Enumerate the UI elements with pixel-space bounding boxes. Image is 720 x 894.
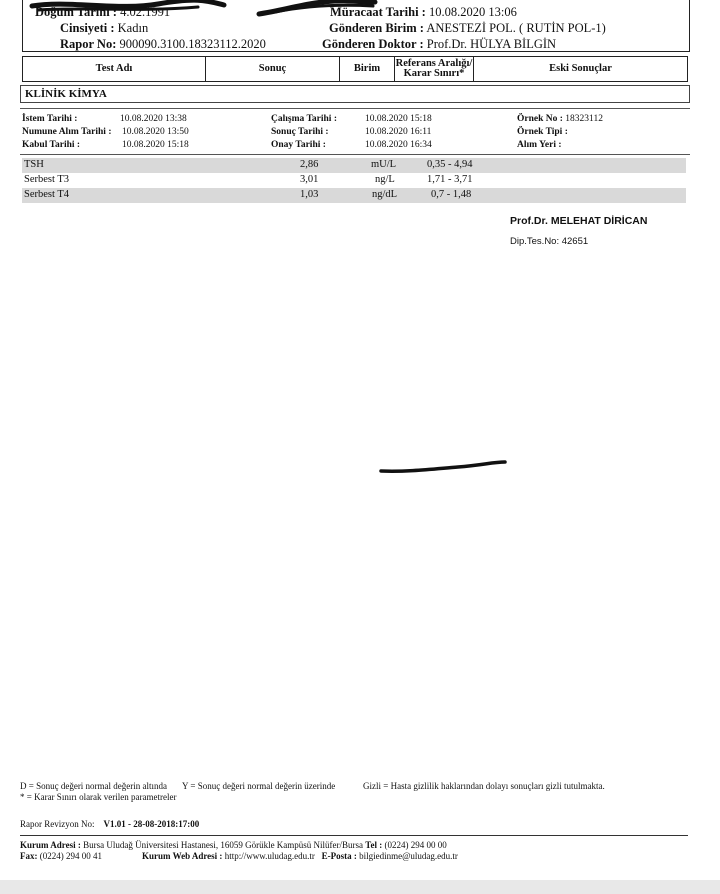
section-title: KLİNİK KİMYA [20,85,690,103]
results-table-header [22,56,688,82]
birth-date-label: Doğum Tarihi : [35,5,117,19]
test-name: Serbest T3 [24,174,70,185]
approval-date-label: Onay Tarihi : [271,140,326,150]
col-reference [395,57,474,81]
legend-confidential: Gizli = Hasta gizlilik haklarından dolayı sonuçları gizli tutulmakta. [363,781,605,791]
sample-date-row [22,127,111,137]
footer-divider [20,835,688,836]
test-result: 3,01 [300,174,319,185]
sending-doctor-label: Gönderen Doktor : [322,37,424,51]
report-no-label: Rapor No: [60,37,117,51]
sample-date-value: 10.08.2020 13:50 [122,127,189,137]
sample-type-label: Örnek Tipi : [517,127,568,137]
revision-label: Rapor Revizyon No: [20,819,95,829]
birth-date-value: 4.02.1991 [120,5,171,19]
gender-row [60,21,148,36]
col-old-results: Eski Sonuçlar [549,63,612,74]
request-date-value: 10.08.2020 13:38 [120,114,187,124]
test-reference: 0,35 - 4,94 [427,159,473,170]
tel-value: (0224) 294 00 00 [384,840,447,850]
address-row [20,840,447,850]
result-date-label: Sonuç Tarihi : [271,127,329,137]
fax-label: Fax: [20,851,38,861]
report-no-value: 900090.3100.18323112.2020 [119,37,266,51]
revision-row [20,819,199,829]
divider-results [20,154,690,155]
divider-top [20,108,690,109]
sending-unit-row [329,21,606,36]
redaction-scribble-left [28,0,228,14]
col-test-name: Test Adı [23,57,206,81]
request-date-label: İstem Tarihi : [22,114,78,124]
results-table [22,158,686,203]
test-reference: 0,7 - 1,48 [431,189,472,200]
legend-low: D = Sonuç değeri normal değerin altında [20,781,168,791]
work-date-value: 10.08.2020 15:18 [365,114,432,124]
fax-row [20,851,102,861]
result-date-value: 10.08.2020 16:11 [365,127,432,137]
test-unit: ng/L [375,174,395,185]
signature-scribble [378,455,510,477]
work-date-label: Çalışma Tarihi : [271,114,337,124]
test-name: Serbest T4 [24,189,70,200]
col-reference-line1: Referans Aralığı/ [395,58,473,69]
col-unit: Birim [340,57,395,81]
web-value[interactable]: http://www.uludag.edu.tr [224,851,315,861]
col-reference-line2: Karar Sınırı* [403,68,465,79]
acceptance-date-label: Müracaat Tarihi : [330,5,426,19]
sending-unit-label: Gönderen Birim : [329,21,424,35]
table-row [22,188,686,203]
address-label: Kurum Adresi : [20,840,81,850]
sample-date-label: Numune Alım Tarihi : [22,127,112,137]
acceptance-date-value: 10.08.2020 13:06 [428,5,517,19]
accept-date-value: 10.08.2020 15:18 [122,140,189,150]
table-row [22,173,686,188]
test-reference: 1,71 - 3,71 [427,174,473,185]
test-unit: mU/L [371,159,397,170]
signer-block [510,215,647,247]
sending-unit-value: ANESTEZİ POL. ( RUTİN POL-1) [426,21,606,35]
email-label: E-Posta : [321,851,357,861]
test-result: 2,86 [300,159,319,170]
email-value[interactable]: bilgiedinme@uludag.edu.tr [359,851,458,861]
request-date-row [22,114,77,124]
accept-date-row [22,140,80,150]
gender-label: Cinsiyeti : [60,21,115,35]
signer-name: Prof.Dr. MELEHAT DİRİCAN [510,215,648,227]
approval-date-value: 10.08.2020 16:34 [365,140,432,150]
accept-date-label: Kabul Tarihi : [22,140,81,150]
sample-no-value: 18323112 [565,114,603,124]
legend-decision-limit: * = Karar Sınırı olarak verilen parametreler [20,792,177,802]
sending-doctor-row [322,37,556,52]
viewer-bottom-strip [0,880,720,894]
tel-label: Tel : [365,840,383,850]
web-row [142,851,458,861]
sending-doctor-value: Prof.Dr. HÜLYA BİLGİN [426,37,557,51]
table-row [22,158,686,173]
address-value: Bursa Uludağ Üniversitesi Hastanesi, 16059 Görükle Kampüsü Nilüfer/Bursa [83,840,364,850]
collection-place-label: Alım Yeri : [517,140,562,150]
gender-value: Kadın [117,21,149,35]
fax-value: (0224) 294 00 41 [39,851,102,861]
revision-value: V1.01 - 28-08-2018:17:00 [103,819,200,829]
test-name: TSH [24,159,44,170]
col-result: Sonuç [206,57,340,81]
web-label: Kurum Web Adresi : [142,851,223,861]
test-result: 1,03 [300,189,319,200]
sample-no-row [517,114,603,124]
sample-no-label: Örnek No : [517,114,563,124]
test-unit: ng/dL [372,189,398,200]
signer-diploma: Dip.Tes.No: 42651 [510,236,589,247]
report-no-row [60,37,266,52]
legend-high: Y = Sonuç değeri normal değerin üzerinde [182,781,336,791]
redaction-scribble-right [255,0,380,18]
